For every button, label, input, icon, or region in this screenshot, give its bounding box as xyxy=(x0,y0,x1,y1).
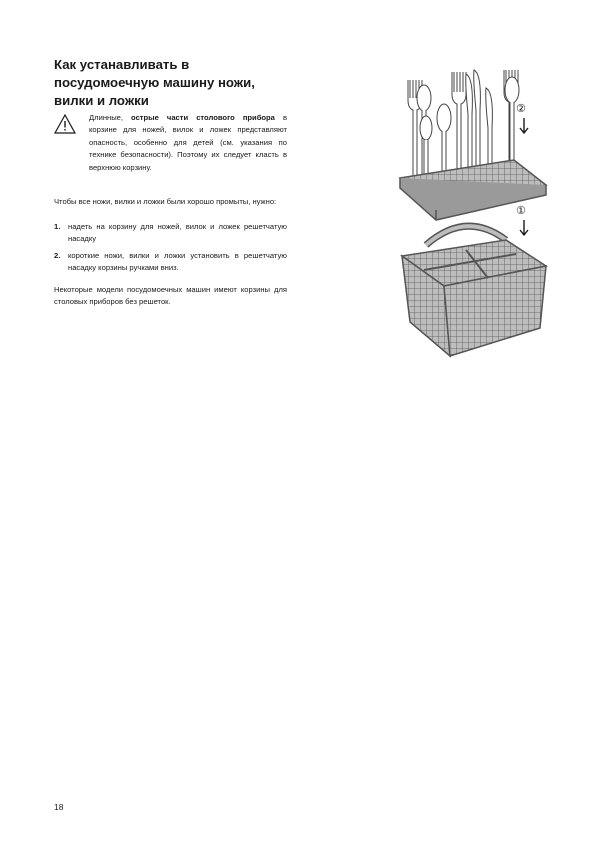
warning-prefix: Длинные, xyxy=(89,113,132,122)
cutlery-basket xyxy=(402,226,546,356)
note-paragraph: Некоторые модели посудомоечных машин имеют корзины для столовых приборов без решеток. xyxy=(54,285,287,307)
list-item xyxy=(54,221,287,246)
warning-bold: острые части столового прибора xyxy=(131,113,275,122)
warning-text xyxy=(89,112,287,174)
page-title xyxy=(54,56,294,110)
step-number: 2. xyxy=(54,250,61,260)
arrow-down-icon xyxy=(520,220,528,235)
page-number: 18 xyxy=(54,802,64,812)
step-1-marker xyxy=(516,204,528,235)
steps-list xyxy=(54,221,287,279)
step-text: надеть на корзину для ножей, вилок и ложек решетчатую насадку xyxy=(68,222,287,244)
title-line-3: вилки и ложки xyxy=(54,93,149,108)
list-item xyxy=(54,250,287,275)
warning-triangle-icon xyxy=(54,114,76,134)
step-number: 1. xyxy=(54,222,61,231)
title-line-1: Как устанавливать в xyxy=(54,57,190,72)
step-2-label: ② xyxy=(516,102,526,115)
intro-paragraph: Чтобы все ножи, вилки и ложки были хорошо промыты, нужно: xyxy=(54,197,277,206)
arrow-down-icon xyxy=(520,118,528,133)
step-1-label: ① xyxy=(516,204,526,217)
cutlery-basket-illustration xyxy=(396,60,556,360)
warning-rest: в корзине для ножей, вилок и ложек представляют опасность, особенно для детей (см. указания по технике безопасности). Поэтому их следует класть в верхнюю корзину. xyxy=(89,113,287,172)
step-text: короткие ножи, вилки и ложки установить в решетчатую насадку корзины ручками вниз. xyxy=(68,250,287,273)
title-line-2: посудомоечную машину ножи, xyxy=(54,75,255,90)
step-2-marker xyxy=(516,102,528,133)
